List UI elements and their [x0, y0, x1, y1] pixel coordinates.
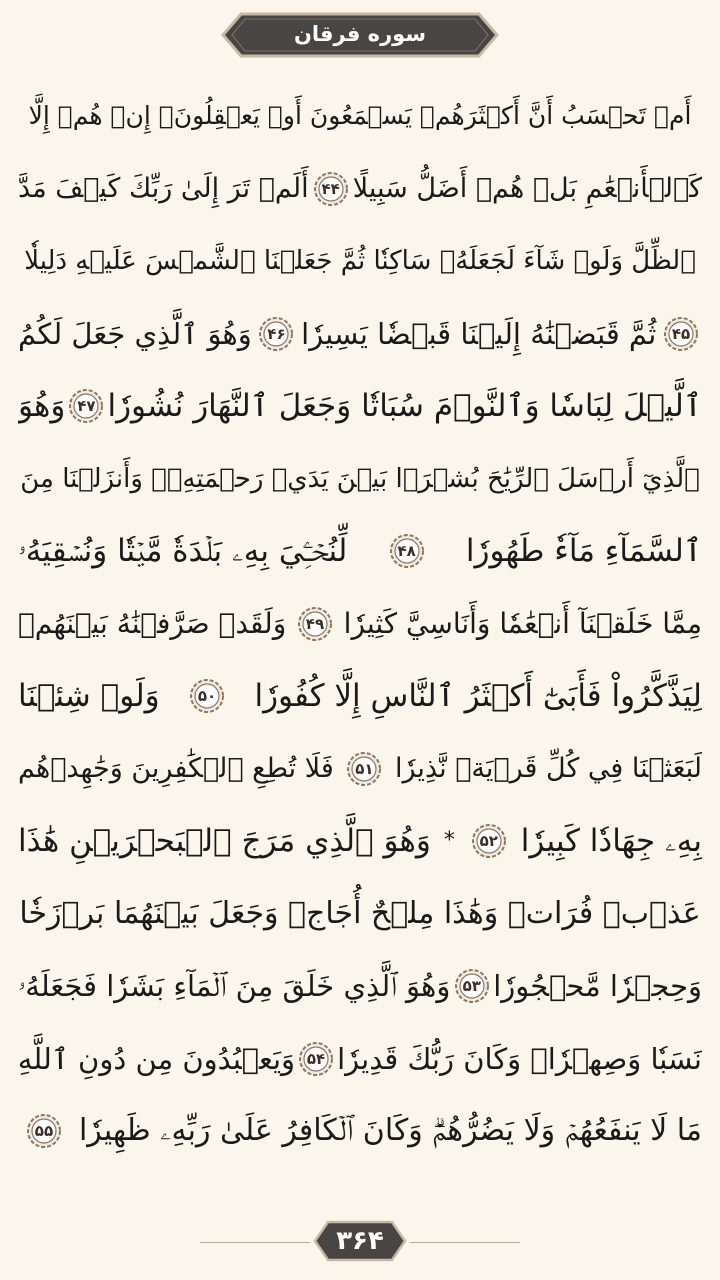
verse-number: ۵۱ [355, 759, 374, 778]
hizb-star-icon: * [443, 828, 455, 854]
verse-text: ٱلَّيۡلَ لِبَاسٗا وَٱلنَّوۡمَ سُبَاتٗا وَجَعَلَ ٱلنَّهَارَ نُشُورٗا [107, 388, 702, 425]
text-line [18, 878, 702, 951]
verse-text: بِهِۦ جِهَادٗا كَبِيرٗا [520, 823, 702, 860]
verse-text: أَمۡ تَحۡسَبُ أَنَّ أَكۡثَرَهُمۡ يَسۡمَعُونَ أَوۡ يَعۡقِلُونَۚ إِنۡ هُمۡ إِلَّا [28, 101, 692, 131]
verse-number-marker [297, 1040, 335, 1078]
text-line [18, 733, 702, 806]
verse-text: لِّنُحۡـِۧيَ بِهِۦ بَلۡدَةٗ مَّيۡتٗا وَنُسۡقِيَهُۥ [18, 533, 348, 570]
verse-text: ٱلسَّمَآءِ مَآءٗ طَهُورٗا [465, 533, 702, 570]
verse-text: ثُمَّ قَبَضۡنَٰهُ إِلَيۡنَا قَبۡضٗا يَسِيرٗا [301, 316, 657, 351]
verse-number: ۴۵ [671, 324, 691, 343]
text-line [18, 370, 702, 443]
verse-text: مَا لَا يَنفَعُهُمۡ وَلَا يَضُرُّهُمۡۗ وَكَانَ ٱلۡكَافِرُ عَلَىٰ رَبِّهِۦ ظَهِيرٗا [78, 1113, 702, 1149]
verse-number: ۵۰ [197, 687, 217, 706]
text-line [18, 1023, 702, 1096]
verse-text: فَلَا تُطِعِ ٱلۡكَٰفِرِينَ وَجَٰهِدۡهُم [18, 752, 334, 784]
verse-number-marker [470, 822, 508, 860]
verse-text: وَهُوَ ٱلَّذِي مَرَجَ ٱلۡبَحۡرَيۡنِ هَٰذَا [18, 823, 431, 860]
verse-text: لَبَعَثۡنَا فِي كُلِّ قَرۡيَةٖ نَّذِيرٗا [395, 752, 702, 784]
text-line [18, 298, 702, 371]
page-number: ۳۶۴ [336, 1226, 384, 1256]
verse-text: كَٱلۡأَنۡعَٰمِ بَلۡ هُمۡ أَضَلُّ سَبِيلًا [352, 172, 702, 204]
verse-text: لِيَذَّكَّرُواْ فَأَبَىٰٓ أَكۡثَرُ ٱلنَّاسِ إِلَّا كُفُورٗا [254, 678, 702, 715]
verse-number-marker [296, 605, 334, 643]
verse-number: ۵۲ [479, 832, 498, 851]
verse-number-marker [312, 170, 350, 208]
page-number-badge [312, 1218, 408, 1264]
verse-number: ۵۴ [306, 1049, 326, 1068]
text-line [18, 153, 702, 226]
verse-number: ۴۷ [77, 397, 96, 416]
verse-number: ۴۴ [321, 179, 340, 198]
verse-number-marker [257, 315, 295, 353]
text-line [18, 1095, 702, 1168]
text-line [18, 515, 702, 588]
verse-text: وَيَعۡبُدُونَ مِن دُونِ ٱللَّهِ [18, 1041, 296, 1076]
verse-text: وَلَوۡ شِئۡنَا [18, 678, 160, 715]
verse-text: ٱلَّذِيٓ أَرۡسَلَ ٱلرِّيَٰحَ بُشۡرَۢا بَيۡنَ يَدَيۡ رَحۡمَتِهِۦۚ وَأَنزَلۡنَا مِنَ [20, 463, 700, 494]
verse-text: عَذۡبٞ فُرَاتٞ وَهَٰذَا مِلۡحٌ أُجَاجٞ وَجَعَلَ بَيۡنَهُمَا بَرۡزَخٗا [19, 895, 701, 931]
text-line [18, 225, 702, 298]
verse-number-marker [25, 1112, 63, 1150]
text-line [18, 443, 702, 516]
verse-number: ۴۸ [397, 542, 416, 561]
verse-text: وَهُوَ [18, 388, 66, 425]
verse-text: وَحِجۡرٗا مَّحۡجُورٗا [493, 969, 702, 1004]
verse-text: وَهُوَ ٱلَّذِي جَعَلَ لَكُمُ [18, 316, 252, 351]
verse-text: أَلَمۡ تَرَ إِلَىٰ رَبِّكَ كَيۡفَ مَدَّ [18, 172, 309, 204]
verse-number: ۵۳ [462, 977, 481, 996]
text-line [18, 950, 702, 1023]
text-line [18, 805, 702, 878]
verse-text: مِمَّا خَلَقۡنَآ أَنۡعَٰمٗا وَأَنَاسِيَّ كَثِيرٗا [343, 606, 702, 640]
verse-number-marker [453, 967, 491, 1005]
surah-title-badge [219, 10, 501, 60]
footer-rule-right [410, 1242, 520, 1243]
quran-text-block [18, 80, 702, 1168]
page-footer [0, 1212, 720, 1268]
verse-number-marker [345, 750, 383, 788]
verse-number-marker [388, 532, 426, 570]
verse-number-marker [67, 387, 105, 425]
verse-text: وَهُوَ ٱلَّذِي خَلَقَ مِنَ ٱلۡمَآءِ بَشَرٗا فَجَعَلَهُۥ [18, 969, 451, 1004]
surah-title: سوره فرقان [294, 22, 426, 46]
text-line [18, 660, 702, 733]
footer-rule-left [200, 1242, 310, 1243]
verse-number-marker [662, 315, 700, 353]
text-line [18, 588, 702, 661]
verse-number-marker [188, 677, 226, 715]
verse-text: ٱلظِّلَّ وَلَوۡ شَآءَ لَجَعَلَهُۥ سَاكِنٗا ثُمَّ جَعَلۡنَا ٱلشَّمۡسَ عَلَيۡهِ دَلِيلٗا [24, 246, 696, 277]
verse-text: وَلَقَدۡ صَرَّفۡنَٰهُ بَيۡنَهُمۡ [18, 606, 287, 640]
verse-number: ۴۶ [267, 324, 286, 343]
text-line [18, 80, 702, 153]
verse-number: ۵۵ [34, 1122, 54, 1141]
verse-number: ۴۹ [305, 614, 325, 633]
verse-text: نَسَبٗا وَصِهۡرٗاۗ وَكَانَ رَبُّكَ قَدِيرٗا [337, 1041, 702, 1076]
